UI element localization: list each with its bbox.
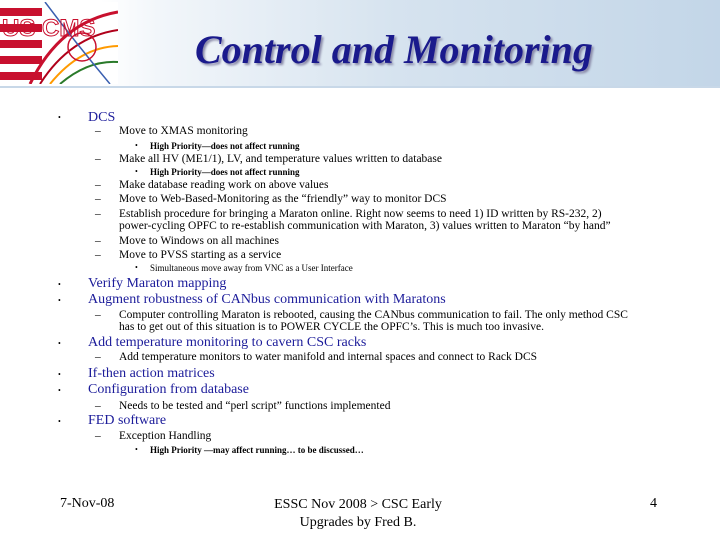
dash-icon: – bbox=[95, 249, 101, 261]
item-windows: Move to Windows on all machines bbox=[119, 235, 279, 247]
item-reboot-line2: has to get out of this situation is to POWER CYCLE the OPFC’s. This is much too invasive. bbox=[119, 321, 544, 333]
bullet-icon: • bbox=[58, 339, 61, 348]
item-web: Move to Web-Based-Monitoring as the “friendly” way to monitor DCS bbox=[119, 193, 447, 205]
item-pvss: Move to PVSS starting as a service bbox=[119, 249, 282, 261]
item-ifthen: If-then action matrices bbox=[88, 366, 215, 381]
item-reboot-line1: Computer controlling Maraton is rebooted, causing the CANbus communication to fail. The only method CSC bbox=[119, 309, 628, 321]
bullet-icon: • bbox=[58, 386, 61, 395]
item-maraton-line2: power-cycling OPFC to re-establish communication with Maraton, 3) values written to Maraton “by hand” bbox=[119, 220, 611, 232]
item-perl: Needs to be tested and “perl script” functions implemented bbox=[119, 400, 391, 412]
footer-event bbox=[258, 496, 458, 532]
note-exception: High Priority —may affect running… to be discussed… bbox=[150, 445, 364, 455]
dash-icon: – bbox=[95, 208, 101, 220]
dash-icon: – bbox=[95, 153, 101, 165]
dash-icon: – bbox=[95, 400, 101, 412]
dash-icon: – bbox=[95, 309, 101, 321]
slide-title: Control and Monitoring bbox=[195, 27, 593, 72]
note-pvss: Simultaneous move away from VNC as a User Interface bbox=[150, 263, 353, 273]
note-hv: High Priority—does not affect running bbox=[150, 167, 300, 177]
item-robustness: Augment robustness of CANbus communication with Maratons bbox=[88, 292, 446, 307]
bullet-icon: • bbox=[135, 263, 138, 272]
bullet-icon: • bbox=[58, 417, 61, 426]
dash-icon: – bbox=[95, 125, 101, 137]
bullet-icon: • bbox=[135, 445, 138, 454]
item-maraton-line1: Establish procedure for bringing a Maraton online. Right now seems to need 1) ID written by RS-232, 2) bbox=[119, 208, 602, 220]
footer-event-line1: ESSC Nov 2008 > CSC Early bbox=[274, 497, 442, 512]
bullet-icon: • bbox=[58, 296, 61, 305]
dash-icon: – bbox=[95, 235, 101, 247]
dash-icon: – bbox=[95, 193, 101, 205]
header-divider bbox=[0, 86, 720, 88]
dash-icon: – bbox=[95, 351, 101, 363]
us-cms-logo bbox=[0, 2, 118, 84]
footer-date: 7-Nov-08 bbox=[60, 496, 115, 511]
note-xmas: High Priority—does not affect running bbox=[150, 141, 300, 151]
item-config: Configuration from database bbox=[88, 382, 249, 397]
bullet-icon: • bbox=[135, 141, 138, 150]
item-verify: Verify Maraton mapping bbox=[88, 276, 227, 291]
dash-icon: – bbox=[95, 179, 101, 191]
item-fed: FED software bbox=[88, 413, 167, 428]
item-dcs: DCS bbox=[88, 110, 116, 125]
item-xmas: Move to XMAS monitoring bbox=[119, 125, 248, 137]
item-exception: Exception Handling bbox=[119, 430, 212, 442]
item-temperature: Add temperature monitoring to cavern CSC racks bbox=[88, 335, 367, 350]
bullet-icon: • bbox=[58, 370, 61, 379]
item-db-reading: Make database reading work on above values bbox=[119, 179, 329, 191]
bullet-icon: • bbox=[58, 113, 61, 122]
footer-event-line2: Upgrades by Fred B. bbox=[299, 515, 417, 530]
bullet-icon: • bbox=[58, 280, 61, 289]
bullet-icon: • bbox=[135, 167, 138, 176]
item-temp-detail: Add temperature monitors to water manifold and internal spaces and connect to Rack DCS bbox=[119, 351, 538, 363]
page-number: 4 bbox=[650, 496, 657, 511]
item-hv: Make all HV (ME1/1), LV, and temperature values written to database bbox=[119, 153, 442, 165]
dash-icon: – bbox=[95, 430, 101, 442]
logo-text: US CMS bbox=[2, 15, 96, 42]
